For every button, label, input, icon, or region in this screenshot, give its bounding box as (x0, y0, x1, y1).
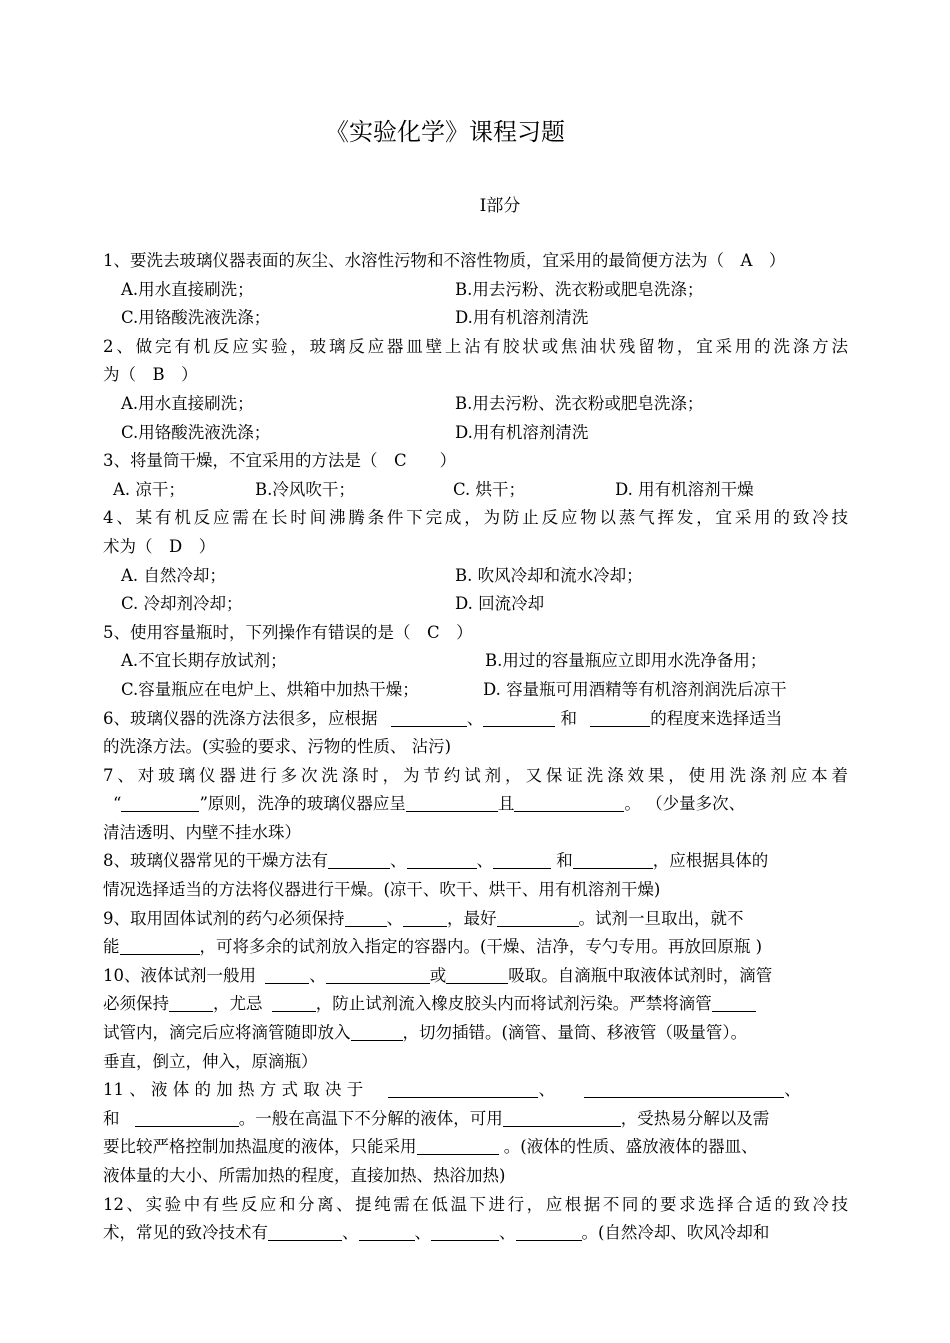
question-1-options-row2 (103, 304, 848, 333)
question-6-line2: 的洗涤方法。(实验的要求、污物的性质、 沾污) (103, 737, 452, 757)
option-b: B.用过的容量瓶应立即用水洗净备用； (485, 651, 767, 671)
question-7-line2: “ ”原则，洗净的玻璃仪器应呈 且 。 （少量多次、 (113, 794, 746, 814)
answer-blank (406, 793, 498, 812)
question-10-line3: 试管内，滴完后应将滴管随即放入 ，切勿插错。(滴管、量筒、移液管（吸量管）。 (103, 1023, 748, 1043)
answer-blank (590, 708, 650, 727)
answer-blank (120, 936, 200, 955)
question-7-line1: 7、对玻璃仪器进行多次洗涤时，为节约试剂，又保证洗涤效果，使用洗涤剂应本着 (103, 765, 848, 785)
question-5-stem: 5、使用容量瓶时，下列操作有错误的是（ C ） (103, 622, 473, 642)
question-11-line4: 液体量的大小、所需加热的程度，直接加热、热浴加热) (103, 1166, 506, 1185)
question-4-stem-line2: 术为（ D ） (103, 536, 216, 556)
document-title: 《实验化学》课程习题 (325, 118, 565, 146)
answer-blank (516, 1222, 582, 1241)
answer-blank (169, 993, 213, 1012)
question-2-stem-line1: 2、做完有机反应实验，玻璃反应器皿壁上沾有胶状或焦油状残留物，宜采用的洗涤方法 (103, 336, 848, 356)
question-11-line2: 和 。一般在高温下不分解的液体，可用 ，受热易分解以及需 (103, 1108, 770, 1128)
option-c: C.用铬酸洗液洗涤； (121, 422, 271, 442)
answer-blank (388, 1079, 538, 1098)
question-4-options-row2 (103, 590, 848, 619)
question-1-options-row1 (103, 276, 848, 305)
answer-blank (135, 1108, 239, 1127)
answer-blank (272, 993, 316, 1012)
option-b: B.用去污粉、洗衣粉或肥皂洗涤； (455, 393, 704, 413)
question-3-options (103, 476, 848, 505)
question-11-line3: 要比较严格控制加热温度的液体，只能采用 。(液体的性质、盛放液体的器皿、 (103, 1137, 758, 1157)
question-5-options-row1 (103, 647, 848, 676)
question-3-stem: 3、将量筒干燥，不宜采用的方法是（ C ） (103, 451, 457, 471)
answer-blank (497, 908, 579, 927)
option-d: D. 容量瓶可用酒精等有机溶剂润洗后凉干 (483, 679, 787, 699)
option-d: D. 用有机溶剂干燥 (615, 479, 754, 499)
answer-blank (446, 965, 508, 984)
question-8-line1: 8、玻璃仪器常见的干燥方法有 、 、 和 ，应根据具体的 (103, 851, 769, 871)
option-c: C.用铬酸洗液洗涤； (121, 308, 271, 328)
option-a: A.用水直接刷洗； (121, 393, 254, 413)
answer-blank (483, 708, 555, 727)
question-10-line2: 必须保持 ，尤忌 ，防止试剂流入橡皮胶头内而将试剂污染。严禁将滴管 (103, 990, 848, 1019)
answer-blank (417, 1136, 499, 1155)
question-list (103, 247, 848, 1248)
question-4-options-row1 (103, 562, 848, 591)
option-c: C. 烘干； (453, 479, 526, 499)
option-a: A.不宜长期存放试剂； (121, 651, 287, 671)
question-11-line1: 11 、 液 体 的 加 热 方 式 取 决 于 、 、 (103, 1080, 801, 1100)
question-12-line2: 术，常见的致冷技术有 、 、 、 。(自然冷却、吹风冷却和 (103, 1223, 770, 1243)
question-6-line1: 6、玻璃仪器的洗涤方法很多，应根据 、 和 的程度来选择适当 (103, 708, 783, 728)
answer-blank (326, 965, 430, 984)
answer-blank (351, 1022, 403, 1041)
question-2-options-row2 (103, 419, 848, 448)
option-c: C. 冷却剂冷却； (121, 594, 243, 614)
option-b: B.用去污粉、洗衣粉或肥皂洗涤； (455, 279, 704, 299)
answer-blank (403, 908, 447, 927)
option-c: C.容量瓶应在电炉上、烘箱中加热干燥； (121, 679, 419, 699)
option-b: B.冷风吹干； (255, 479, 355, 499)
answer-blank (573, 850, 653, 869)
question-9-line1: 9、取用固体试剂的药勺必须保持 、 ，最好 。试剂一旦取出，就不 (103, 908, 744, 928)
answer-blank (121, 793, 199, 812)
question-8-line2: 情况选择适当的方法将仪器进行干燥。(凉干、吹干、烘干、用有机溶剂干燥) (103, 880, 661, 900)
answer-blank (345, 908, 387, 927)
answer-blank (584, 1079, 784, 1098)
option-d: D.用有机溶剂清洗 (455, 308, 589, 328)
option-a: A. 凉干； (113, 479, 185, 499)
section-heading: Ⅰ部分 (479, 196, 521, 216)
option-d: D. 回流冷却 (455, 594, 545, 614)
question-2-options-row1 (103, 390, 848, 419)
option-a: A.用水直接刷洗； (121, 279, 254, 299)
option-d: D.用有机溶剂清洗 (455, 422, 589, 442)
answer-blank (431, 1222, 499, 1241)
question-12-line1: 12、实验中有些反应和分离、提纯需在低温下进行，应根据不同的要求选择合适的致冷技 (103, 1194, 848, 1214)
answer-blank (268, 1222, 342, 1241)
answer-blank (514, 793, 624, 812)
answer-blank (407, 850, 477, 869)
answer-blank (328, 850, 390, 869)
question-10-line4: 垂直，倒立，伸入，原滴瓶） (103, 1051, 318, 1071)
answer-blank (265, 965, 309, 984)
option-a: A. 自然冷却； (121, 565, 226, 585)
question-1-stem: 1、要洗去玻璃仪器表面的灰尘、水溶性污物和不溶性物质，宜采用的最简便方法为（ A ） (103, 251, 786, 270)
answer-blank (503, 1108, 621, 1127)
answer-blank (493, 850, 551, 869)
answer-blank (391, 708, 467, 727)
option-b: B. 吹风冷却和流水冷却； (455, 565, 643, 585)
question-9-line2: 能 ，可将多余的试剂放入指定的容器内。(干燥、洁净，专勺专用。再放回原瓶 ) (103, 937, 763, 957)
answer-blank (712, 993, 756, 1012)
question-4-stem-line1: 4、某有机反应需在长时间沸腾条件下完成，为防止反应物以蒸气挥发，宜采用的致冷技 (103, 508, 848, 528)
question-10-line1: 10、液体试剂一般用 、 或 吸取。自滴瓶中取液体试剂时，滴管 (103, 965, 773, 985)
question-7-line3: 清洁透明、内壁不挂水珠） (103, 822, 301, 842)
question-2-stem-line2: 为（ B ） (103, 365, 198, 385)
answer-blank (359, 1222, 415, 1241)
question-5-options-row2 (103, 676, 848, 705)
